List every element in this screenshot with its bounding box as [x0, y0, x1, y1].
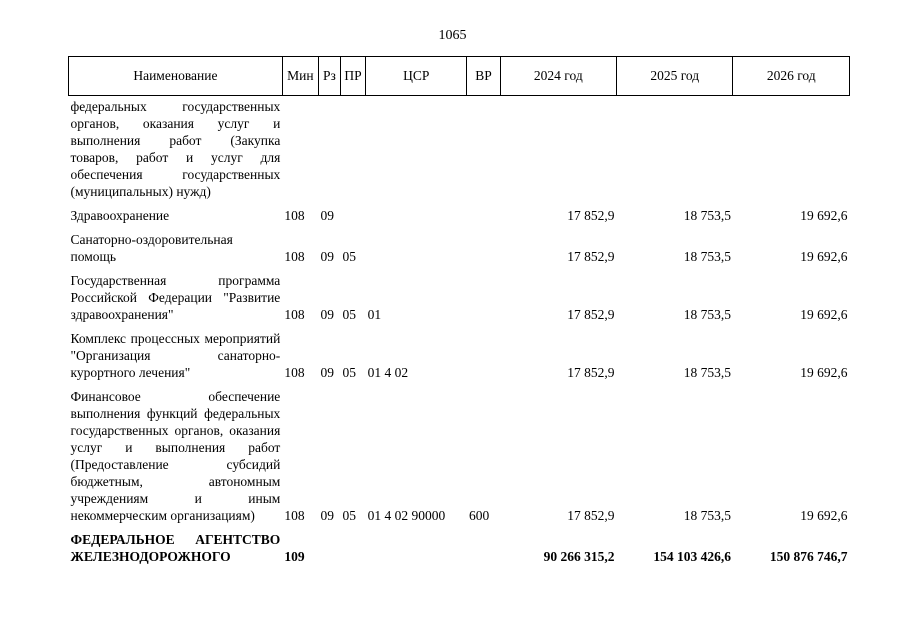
row-name: Здравоохранение	[70, 208, 170, 223]
row-rz	[318, 524, 340, 565]
row-2024: 17 852,9	[567, 307, 615, 322]
row-min: 108	[284, 249, 305, 264]
row-csr	[366, 224, 467, 265]
row-2024: 90 266 315,2	[543, 549, 615, 564]
table-row	[69, 96, 850, 201]
header-name: Наименование	[69, 57, 283, 96]
row-min	[282, 96, 318, 201]
row-pr	[341, 524, 366, 565]
header-2024: 2024 год	[500, 57, 616, 96]
row-2025: 18 753,5	[683, 307, 731, 322]
table-row	[69, 323, 850, 381]
row-vr	[467, 524, 500, 565]
row-vr	[467, 224, 500, 265]
row-2025: 18 753,5	[683, 365, 731, 380]
table-header-row	[69, 57, 850, 96]
row-2024: 17 852,9	[567, 508, 615, 523]
row-name: Финансовое обеспечение выполнения функций федеральных государственных органов, оказания услуг и выполнения работ (Предоставление субсидий бюджетным, автономным учреждениям и иным некоммерческим организациям)	[70, 389, 281, 523]
table-row	[69, 265, 850, 323]
row-csr	[366, 524, 467, 565]
header-min: Мин	[282, 57, 318, 96]
row-csr: 01 4 02 90000	[367, 508, 446, 523]
row-pr	[341, 96, 366, 201]
row-min: 108	[284, 307, 305, 322]
header-rz: Рз	[318, 57, 340, 96]
row-2026: 150 876 746,7	[769, 549, 848, 564]
row-min: 108	[284, 508, 305, 523]
row-2025: 154 103 426,6	[653, 549, 731, 564]
row-2025: 18 753,5	[683, 508, 731, 523]
table-row	[69, 524, 850, 565]
row-pr: 05	[342, 508, 357, 523]
row-csr: 01	[367, 307, 382, 322]
row-name: Государственная программа Российской Федерации "Развитие здравоохранения"	[70, 273, 281, 322]
row-2024: 17 852,9	[567, 365, 615, 380]
row-min: 109	[284, 549, 305, 564]
table-row	[69, 200, 850, 224]
row-name: федеральных государственных органов, оказания услуг и выполнения работ (Закупка товаров, работ и услуг для обеспечения государственных (муниципальных) нужд)	[70, 99, 281, 199]
header-vr: ВР	[467, 57, 500, 96]
row-2026: 19 692,6	[800, 208, 848, 223]
row-2026: 19 692,6	[800, 508, 848, 523]
row-2024	[500, 96, 616, 201]
row-2026: 19 692,6	[800, 307, 848, 322]
header-2026: 2026 год	[733, 57, 850, 96]
row-2026: 19 692,6	[800, 365, 848, 380]
row-2026	[733, 96, 850, 201]
budget-table	[68, 56, 850, 565]
row-2025	[617, 96, 733, 201]
row-rz: 09	[320, 508, 334, 523]
row-pr: 05	[342, 249, 357, 264]
row-vr	[467, 200, 500, 224]
row-rz: 09	[320, 307, 334, 322]
row-vr	[467, 265, 500, 323]
row-2025: 18 753,5	[683, 249, 731, 264]
row-2024: 17 852,9	[567, 249, 615, 264]
row-2024: 17 852,9	[567, 208, 615, 223]
row-rz: 09	[320, 365, 334, 380]
row-pr	[341, 200, 366, 224]
row-name: ФЕДЕРАЛЬНОЕ АГЕНТСТВО ЖЕЛЕЗНОДОРОЖНОГО	[70, 532, 281, 564]
header-pr: ПР	[341, 57, 366, 96]
row-rz: 09	[320, 249, 334, 264]
row-csr	[366, 96, 467, 201]
row-pr: 05	[342, 365, 357, 380]
page-number: 1065	[438, 28, 467, 43]
table-row	[69, 224, 850, 265]
row-vr	[467, 323, 500, 381]
row-min: 108	[284, 365, 305, 380]
row-name: Санаторно-оздоровительная помощь	[70, 232, 233, 264]
row-vr: 600	[468, 508, 490, 523]
row-rz	[318, 96, 340, 201]
row-2026: 19 692,6	[800, 249, 848, 264]
row-2025: 18 753,5	[683, 208, 731, 223]
row-vr	[467, 96, 500, 201]
header-csr: ЦСР	[366, 57, 467, 96]
row-pr: 05	[342, 307, 357, 322]
header-2025: 2025 год	[617, 57, 733, 96]
row-min: 108	[284, 208, 305, 223]
row-rz: 09	[320, 208, 334, 223]
row-name: Комплекс процессных мероприятий "Организация санаторно-курортного лечения"	[70, 331, 281, 380]
table-row	[69, 381, 850, 524]
row-csr: 01 4 02	[367, 365, 409, 380]
row-csr	[366, 200, 467, 224]
